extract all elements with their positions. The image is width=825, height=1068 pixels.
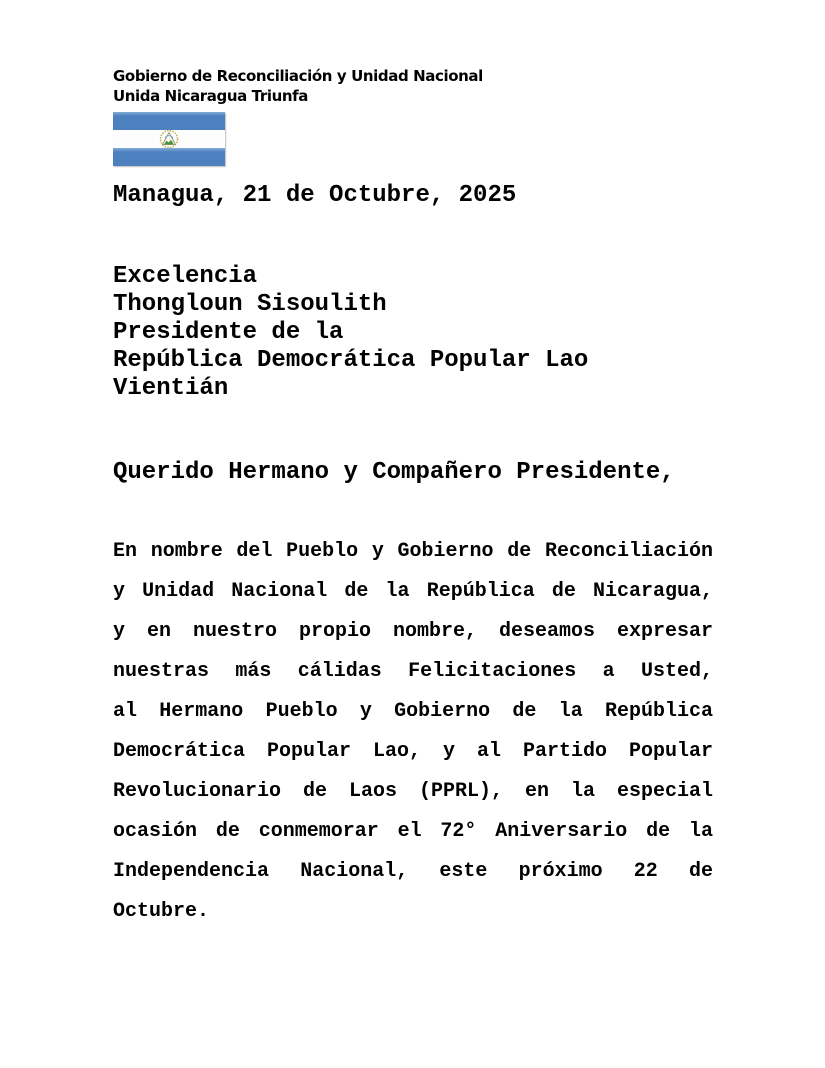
- body-line: ocasión de conmemorar el 72° Aniversario de la: [113, 820, 713, 843]
- recipient-title: Excelencia: [113, 263, 258, 290]
- nicaragua-flag: [113, 112, 225, 166]
- salutation: Querido Hermano y Compañero Presidente,: [113, 459, 675, 486]
- letter-body: [113, 532, 713, 932]
- body-line: nuestras más cálidas Felicitaciones a Usted,: [113, 660, 713, 683]
- body-line: En nombre del Pueblo y Gobierno de Reconciliación: [113, 540, 713, 563]
- flag-stripe-top: [113, 112, 225, 130]
- body-line: y Unidad Nacional de la República de Nicaragua,: [113, 580, 713, 603]
- letterhead-line-1: Gobierno de Reconciliación y Unidad Nacional: [113, 67, 483, 85]
- date-line: Managua, 21 de Octubre, 2025: [113, 182, 517, 209]
- body-line-last: Octubre.: [113, 900, 210, 923]
- body-line: Independencia Nacional, este próximo 22 de: [113, 860, 713, 883]
- body-line: Democrática Popular Lao, y al Partido Popular: [113, 740, 713, 763]
- flag-stripe-bottom: [113, 148, 225, 166]
- flag-stripe-middle: [113, 130, 225, 148]
- letterhead-line-2: Unida Nicaragua Triunfa: [113, 87, 308, 105]
- recipient-role-line-1: Presidente de la: [113, 319, 344, 346]
- recipient-name: Thongloun Sisoulith: [113, 291, 387, 318]
- letterhead: [113, 66, 483, 106]
- recipient-block: [113, 263, 588, 403]
- body-line: al Hermano Pueblo y Gobierno de la República: [113, 700, 713, 723]
- nicaragua-emblem-icon: [154, 129, 184, 149]
- recipient-role-line-2: República Democrática Popular Lao: [113, 347, 589, 374]
- body-line: y en nuestro propio nombre, deseamos expresar: [113, 620, 713, 643]
- body-line: Revolucionario de Laos (PPRL), en la especial: [113, 780, 713, 803]
- recipient-city: Vientián: [113, 375, 229, 402]
